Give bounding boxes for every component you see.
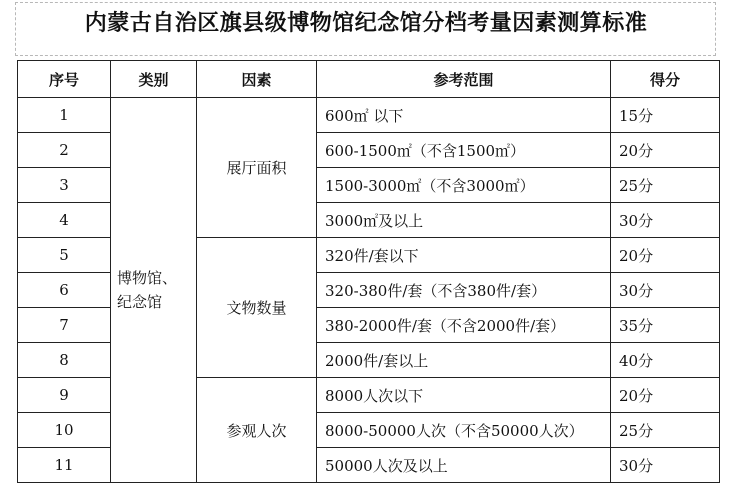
row-score: 30分 (611, 273, 720, 308)
row-range: 600㎡ 以下 (317, 98, 611, 133)
row-range: 50000人次及以上 (317, 448, 611, 483)
header-index: 序号 (18, 61, 111, 98)
header-category: 类别 (111, 61, 197, 98)
document-title: 内蒙古自治区旗县级博物馆纪念馆分档考量因素测算标准 (84, 11, 648, 36)
factor-visitors: 参观人次 (197, 378, 317, 483)
header-range: 参考范围 (317, 61, 611, 98)
row-index: 3 (18, 168, 111, 203)
row-range: 2000件/套以上 (317, 343, 611, 378)
table-row (18, 98, 720, 133)
category-cell (111, 98, 197, 483)
row-range: 600-1500㎡（不含1500㎡） (317, 133, 611, 168)
header-score: 得分 (611, 61, 720, 98)
table-header-row (18, 61, 720, 98)
row-index: 1 (18, 98, 111, 133)
row-score: 20分 (611, 133, 720, 168)
row-index: 11 (18, 448, 111, 483)
row-index: 7 (18, 308, 111, 343)
row-index: 4 (18, 203, 111, 238)
row-score: 30分 (611, 448, 720, 483)
category-line: 博物馆、 (117, 269, 178, 287)
row-score: 40分 (611, 343, 720, 378)
row-score: 25分 (611, 413, 720, 448)
row-score: 30分 (611, 203, 720, 238)
factor-collection: 文物数量 (197, 238, 317, 378)
row-range: 1500-3000㎡（不含3000㎡） (317, 168, 611, 203)
row-range: 320-380件/套（不含380件/套） (317, 273, 611, 308)
row-score: 20分 (611, 378, 720, 413)
row-index: 2 (18, 133, 111, 168)
row-range: 8000人次以下 (317, 378, 611, 413)
category-line: 纪念馆 (117, 293, 163, 311)
row-score: 20分 (611, 238, 720, 273)
row-index: 5 (18, 238, 111, 273)
row-range: 380-2000件/套（不含2000件/套） (317, 308, 611, 343)
row-index: 8 (18, 343, 111, 378)
row-range: 8000-50000人次（不含50000人次） (317, 413, 611, 448)
row-score: 15分 (611, 98, 720, 133)
row-range: 320件/套以下 (317, 238, 611, 273)
row-index: 9 (18, 378, 111, 413)
factor-area: 展厅面积 (197, 98, 317, 238)
header-factor: 因素 (197, 61, 317, 98)
row-score: 35分 (611, 308, 720, 343)
row-index: 6 (18, 273, 111, 308)
scoring-table (17, 60, 720, 483)
row-index: 10 (18, 413, 111, 448)
row-score: 25分 (611, 168, 720, 203)
row-range: 3000㎡及以上 (317, 203, 611, 238)
